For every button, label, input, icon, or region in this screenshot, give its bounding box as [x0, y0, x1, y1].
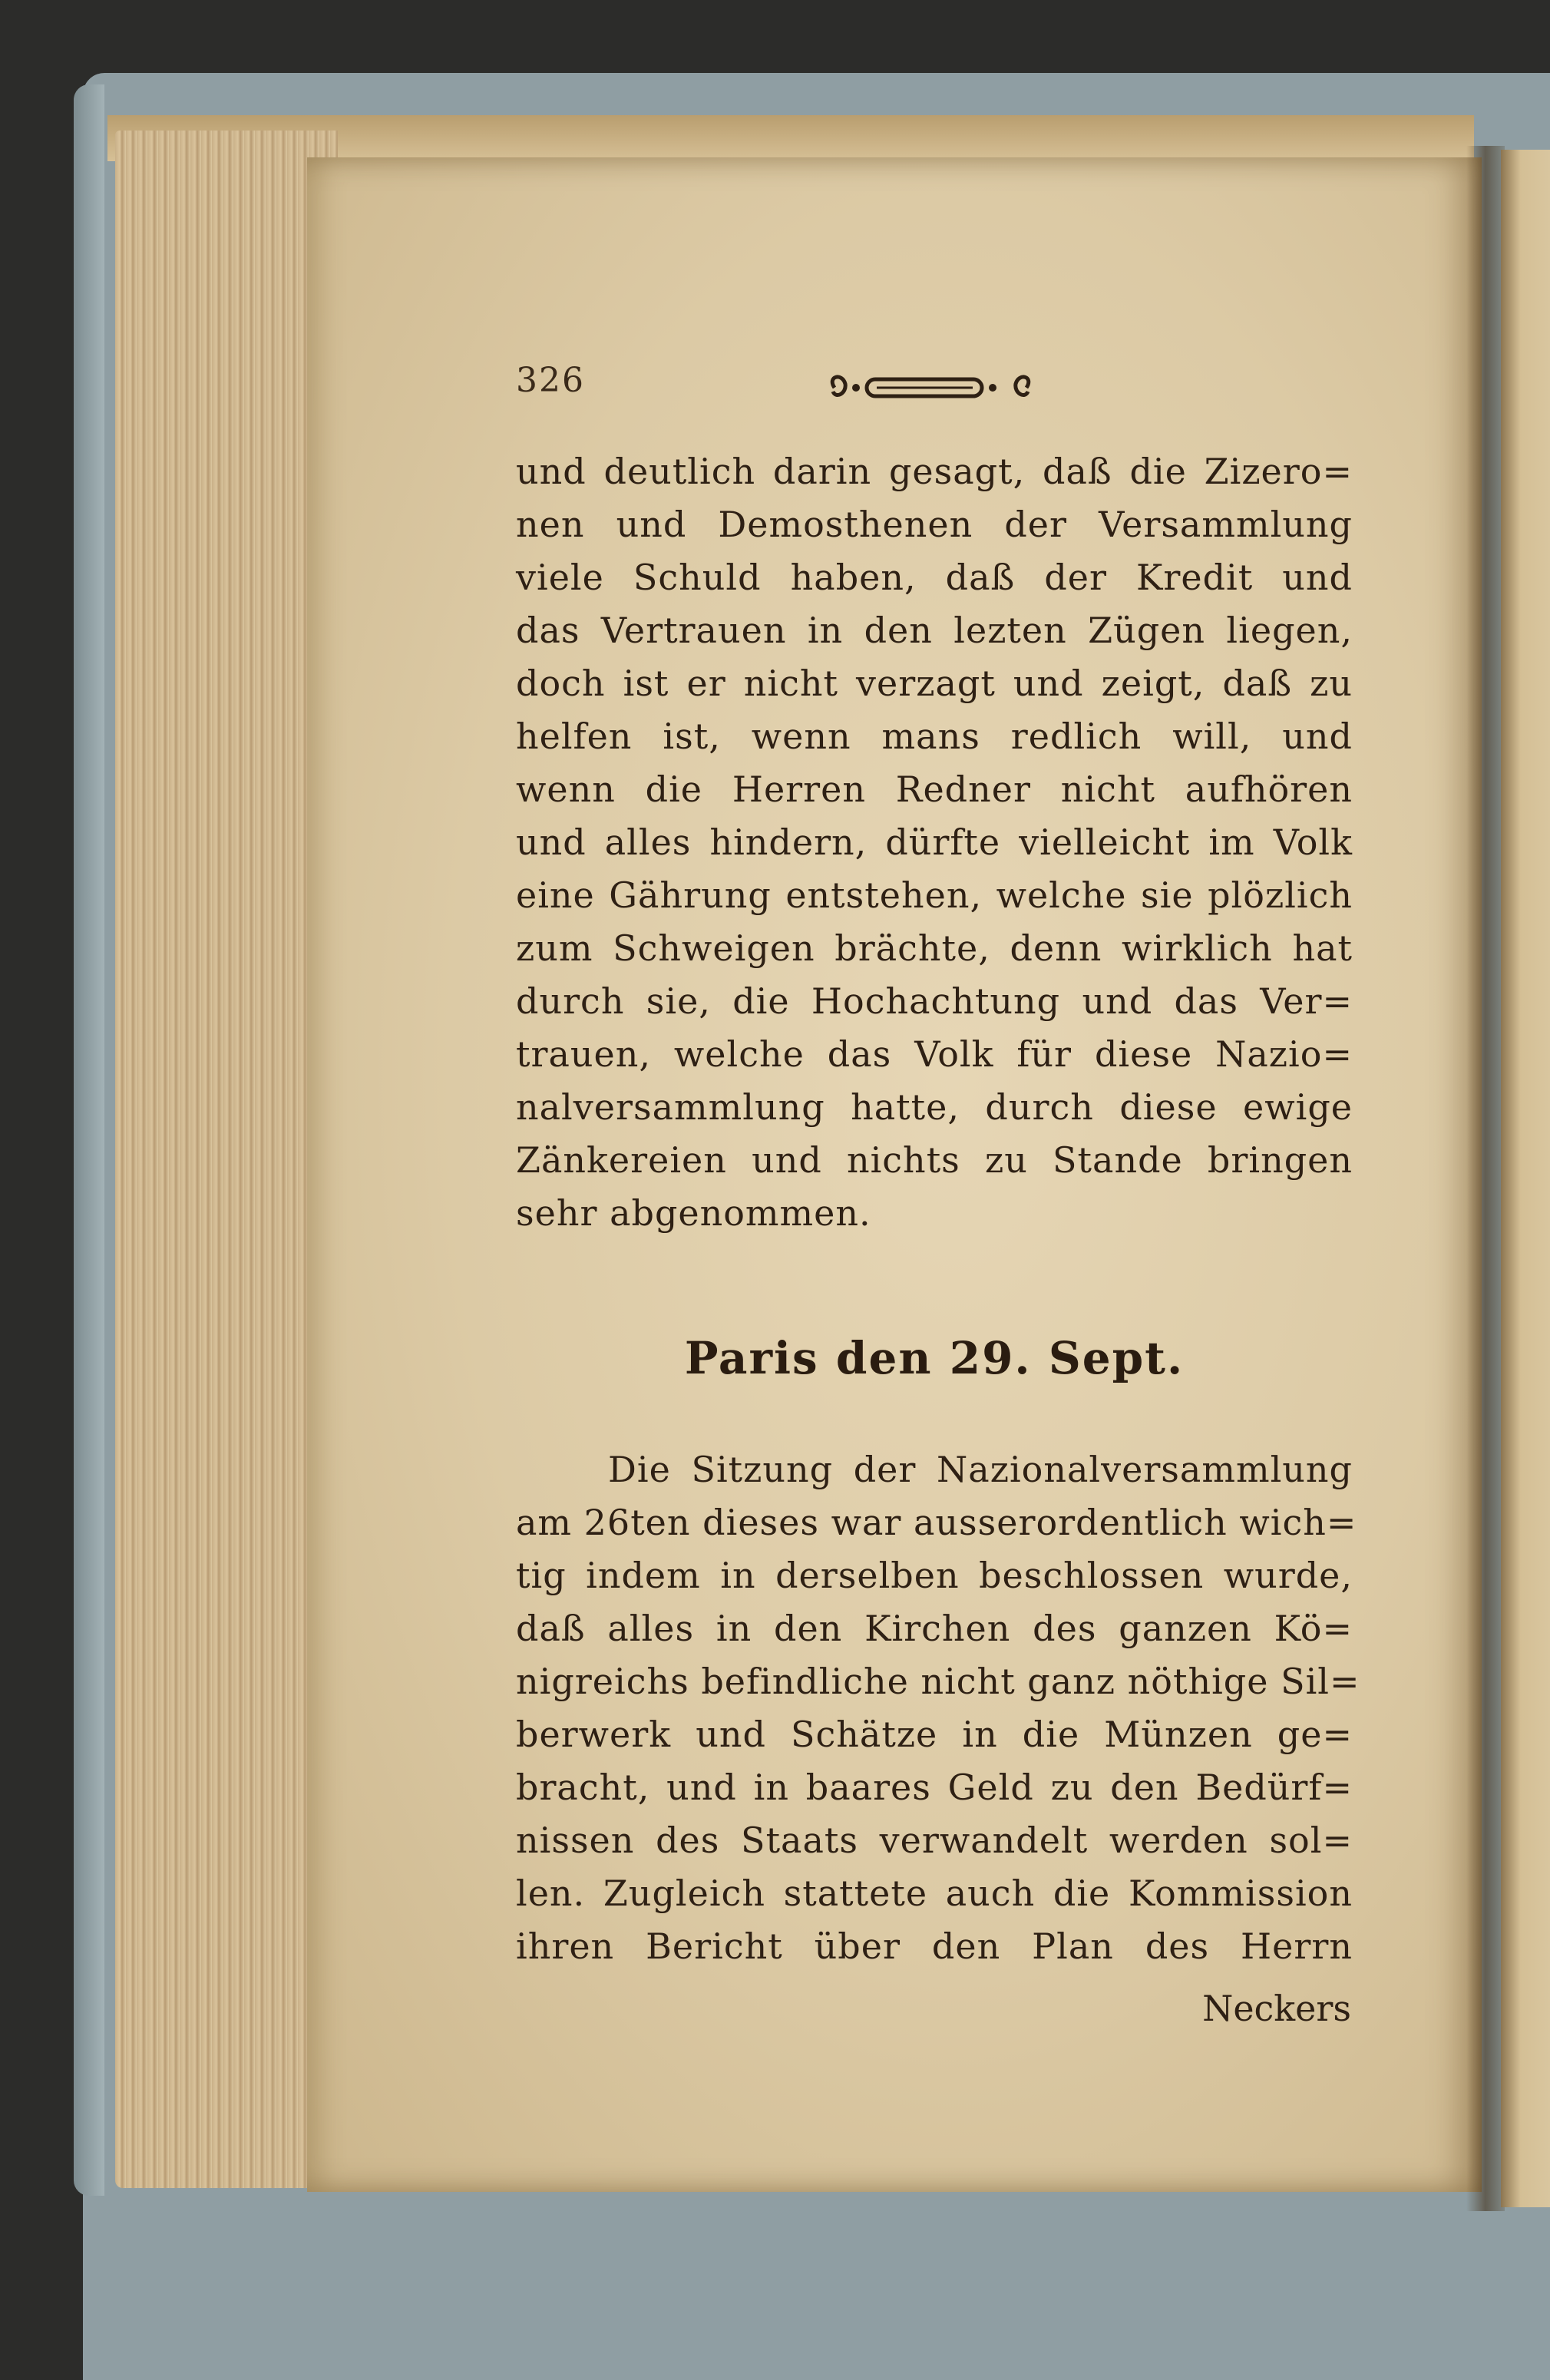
page-edges	[115, 131, 338, 2188]
text-line: daß alles in den Kirchen des ganzen Kö=	[516, 1608, 1353, 1649]
text-line: Die Sitzung der Nazionalversammlung	[608, 1449, 1353, 1490]
text-line: wenn die Herren Redner nicht aufhören	[516, 769, 1353, 810]
text-line: nigreichs befindliche nicht ganz nöthige Sil=	[516, 1661, 1360, 1702]
facing-page-edge	[1501, 150, 1550, 2207]
text-line: nissen des Staats verwandelt werden sol=	[516, 1820, 1353, 1861]
text-line: viele Schuld haben, daß der Kredit und	[516, 557, 1353, 598]
text-line: sehr abgenommen.	[516, 1192, 871, 1234]
text-line: len. Zugleich stattete auch die Kommission	[516, 1873, 1353, 1914]
text-line: ihren Bericht über den Plan des Herrn	[516, 1925, 1353, 1967]
catchword: Neckers	[1202, 1988, 1351, 2029]
paragraph-2	[516, 1443, 1360, 1973]
page-header	[516, 361, 1360, 422]
text-line: doch ist er nicht verzagt und zeigt, daß zu	[516, 663, 1353, 704]
text-line: am 26ten dieses war ausserordentlich wich=	[516, 1502, 1357, 1543]
text-line: nalversammlung hatte, durch diese ewige	[516, 1086, 1353, 1128]
text-line: durch sie, die Hochachtung und das Ver=	[516, 980, 1353, 1022]
text-line: Zänkereien und nichts zu Stande bringen	[516, 1139, 1353, 1181]
section-heading: Paris den 29. Sept.	[684, 1332, 1185, 1384]
text-line: bracht, und in baares Geld zu den Bedürf=	[516, 1767, 1353, 1808]
page-number: 326	[516, 361, 585, 400]
text-line: tig indem in derselben beschlossen wurde,	[516, 1555, 1353, 1596]
book-cover-edge	[74, 84, 104, 2196]
text-line: zum Schweigen brächte, denn wirklich hat	[516, 927, 1353, 969]
text-line: helfen ist, wenn mans redlich will, und	[516, 716, 1353, 757]
text-line: eine Gährung entstehen, welche sie plözlich	[516, 874, 1353, 916]
book-gutter	[1466, 146, 1505, 2211]
text-line: das Vertrauen in den lezten Zügen liegen,	[516, 610, 1353, 651]
paragraph-1	[516, 445, 1353, 1240]
text-line: und deutlich darin gesagt, daß die Zizero=	[516, 451, 1353, 492]
text-line: nen und Demosthenen der Versammlung	[516, 504, 1353, 545]
ornament-icon	[819, 369, 1042, 407]
text-line: trauen, welche das Volk für diese Nazio=	[516, 1033, 1353, 1075]
text-line: berwerk und Schätze in die Münzen ge=	[516, 1714, 1353, 1755]
text-line: und alles hindern, dürfte vielleicht im Volk	[516, 821, 1353, 863]
